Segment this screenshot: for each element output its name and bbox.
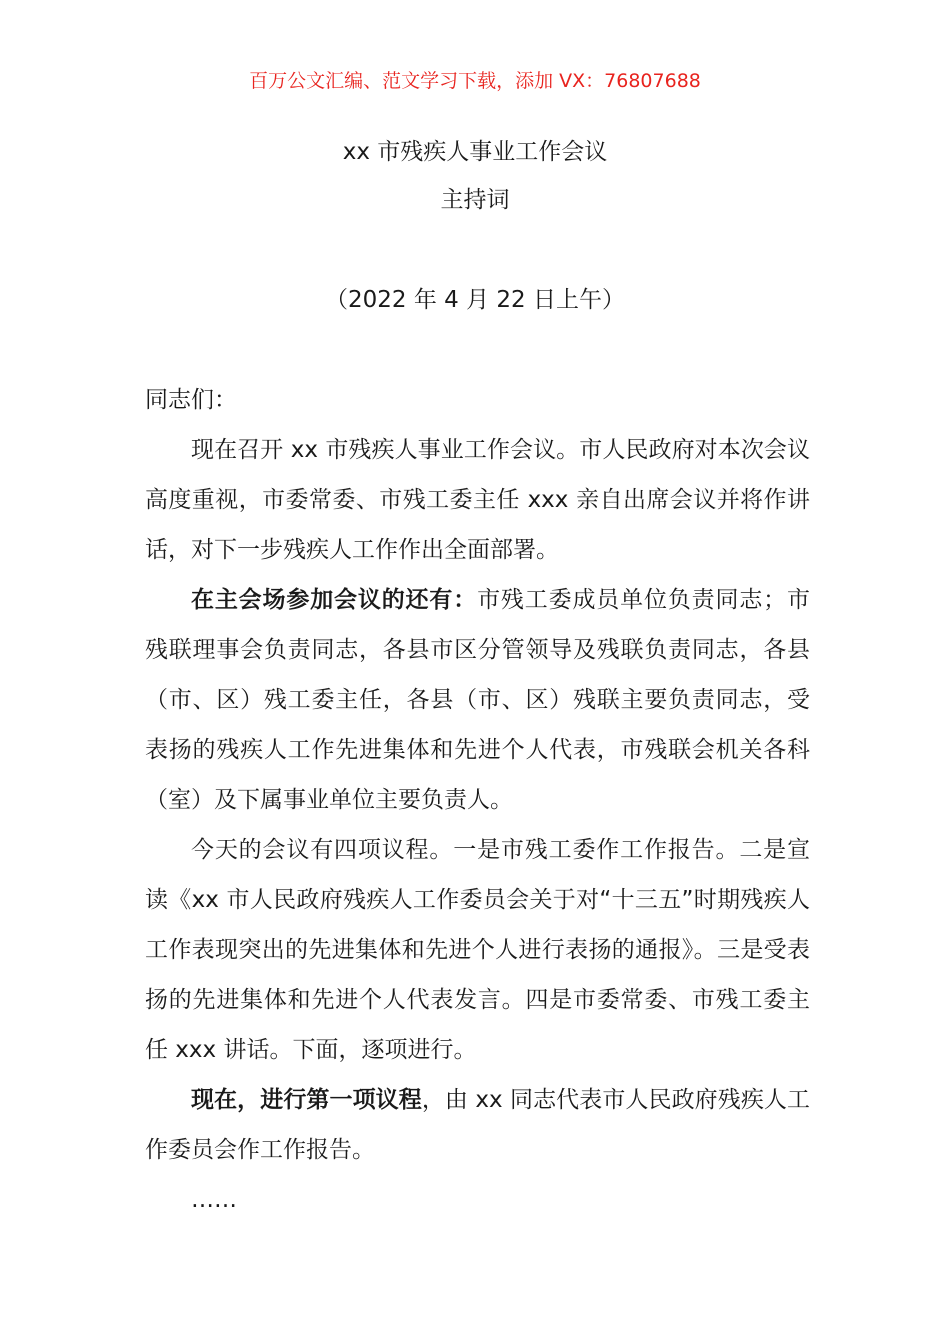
first-item-heading: 现在，进行第一项议程 xyxy=(191,1087,422,1113)
promo-banner: 百万公文汇编、范文学习下载，添加 VX：76807688 xyxy=(249,70,701,92)
meeting-date: （2022 年 4 月 22 日上午） xyxy=(325,287,625,313)
document-subtitle: 主持词 xyxy=(440,187,510,213)
paragraph-agenda: 今天的会议有四项议程。一是市残工委作工作报告。二是宣读《xx 市人民政府残疾人工作委员会关于对“十三五”时期残疾人工作表现突出的先进集体和先进个人进行表扬的通报》。三是受表扬的先进集体和先进个人代表发言。四是市委常委、市残工委主任 xxx 讲话。下面，逐项进行。 xyxy=(145,837,810,1063)
paragraph-opening: 现在召开 xx 市残疾人事业工作会议。市人民政府对本次会议高度重视，市委常委、市残工委主任 xxx 亲自出席会议并将作讲话，对下一步残疾人工作作出全面部署。 xyxy=(145,437,810,563)
first-item-text: ，由 xx 同志代表市人民政府残疾人工作委员会作工作报告。 xyxy=(145,1087,810,1163)
attendees-heading: 在主会场参加会议的还有： xyxy=(191,587,478,613)
document-title: xx 市残疾人事业工作会议 xyxy=(342,139,608,165)
ellipsis: …… xyxy=(191,1187,237,1213)
paragraph-attendees xyxy=(145,575,810,825)
attendees-text: 市残工委成员单位负责同志；市残联理事会负责同志，各县市区分管领导及残联负责同志，各县（市、区）残工委主任，各县（市、区）残联主要负责同志，受表扬的残疾人工作先进集体和先进个人代表，市残联会机关各科（室）及下属事业单位主要负责人。 xyxy=(145,587,811,813)
greeting: 同志们： xyxy=(145,387,237,413)
paragraph-first-item xyxy=(145,1075,810,1175)
